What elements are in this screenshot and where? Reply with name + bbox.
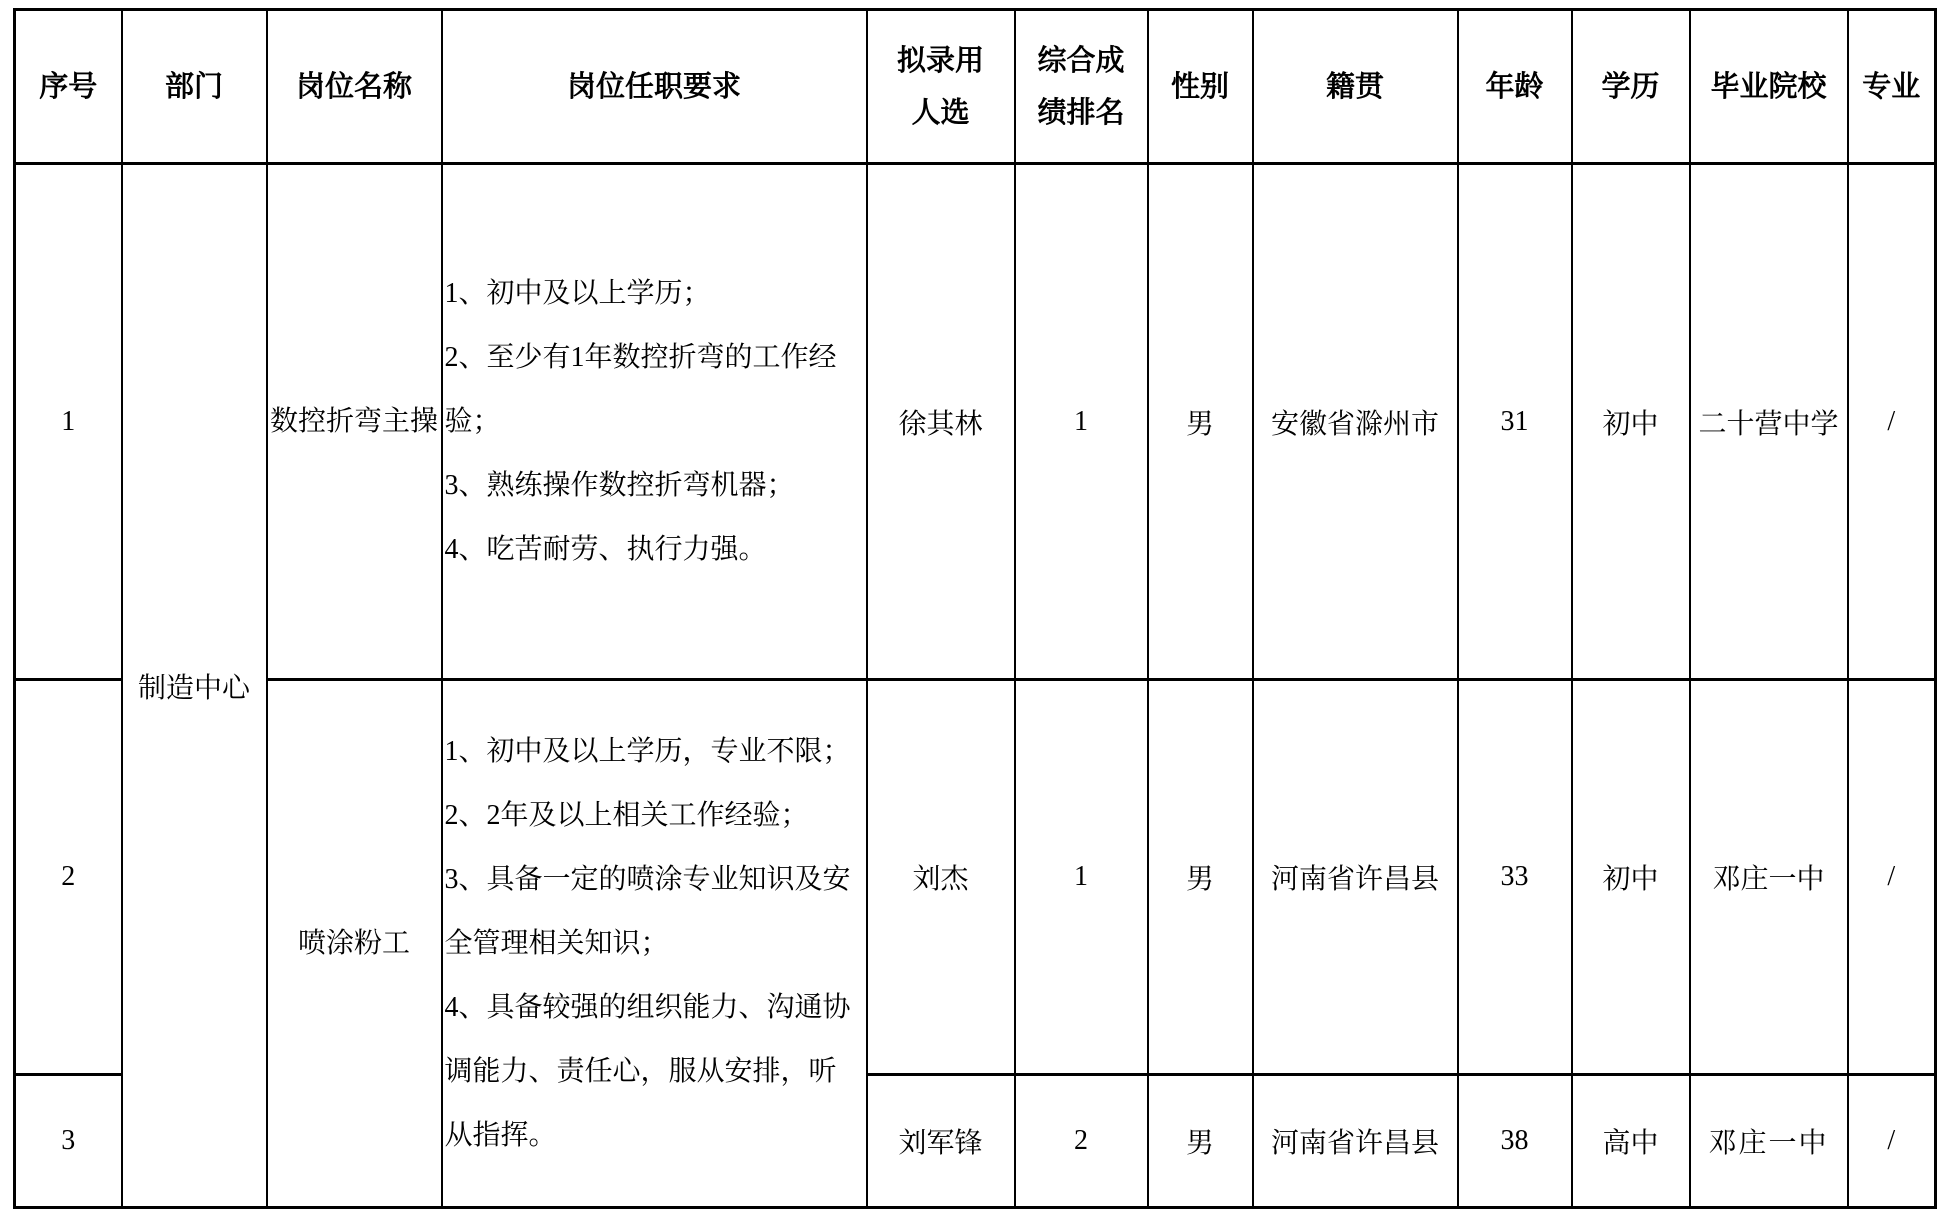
header-requirements: 岗位任职要求	[442, 10, 867, 164]
cell-school-3: 邓庄一中	[1690, 1075, 1848, 1208]
header-age: 年龄	[1458, 10, 1572, 164]
cell-gender-2: 男	[1148, 680, 1253, 1075]
cell-serial-3: 3	[15, 1075, 122, 1208]
header-position: 岗位名称	[267, 10, 442, 164]
requirement-item: 3、熟练操作数控折弯机器；	[444, 469, 795, 501]
cell-candidate-3: 刘军锋	[867, 1075, 1015, 1208]
cell-gender-3: 男	[1148, 1075, 1253, 1208]
cell-position-2: 喷涂粉工	[267, 680, 442, 1208]
cell-school-1: 二十营中学	[1690, 164, 1848, 680]
cell-requirements-1	[442, 164, 867, 680]
cell-rank-3: 2	[1015, 1075, 1148, 1208]
header-gender: 性别	[1148, 10, 1253, 164]
recruitment-roster-table	[13, 8, 1937, 1209]
header-rank-line2: 绩排名	[1037, 96, 1125, 129]
cell-native-place-1: 安徽省滁州市	[1253, 164, 1458, 680]
header-candidate	[867, 10, 1015, 164]
header-candidate-line1: 拟录用	[896, 44, 984, 77]
cell-candidate-2: 刘杰	[867, 680, 1015, 1075]
cell-age-2: 33	[1458, 680, 1572, 1075]
cell-rank-1: 1	[1015, 164, 1148, 680]
cell-education-3: 高中	[1572, 1075, 1690, 1208]
cell-major-1: /	[1848, 164, 1936, 680]
header-school: 毕业院校	[1690, 10, 1848, 164]
requirement-item: 3、具备一定的喷涂专业知识及安全管理相关知识；	[444, 863, 851, 959]
cell-age-3: 38	[1458, 1075, 1572, 1208]
header-rank	[1015, 10, 1148, 164]
cell-native-place-2: 河南省许昌县	[1253, 680, 1458, 1075]
requirement-item: 2、2年及以上相关工作经验；	[444, 799, 809, 831]
cell-school-2: 邓庄一中	[1690, 680, 1848, 1075]
header-serial: 序号	[15, 10, 122, 164]
cell-native-place-3: 河南省许昌县	[1253, 1075, 1458, 1208]
requirement-item: 1、初中及以上学历；	[444, 277, 711, 309]
cell-education-1: 初中	[1572, 164, 1690, 680]
header-candidate-line2: 人选	[911, 96, 970, 129]
header-education: 学历	[1572, 10, 1690, 164]
header-rank-line1: 综合成	[1037, 44, 1125, 77]
cell-major-2: /	[1848, 680, 1936, 1075]
table-row-2	[15, 680, 1936, 1075]
cell-position-1: 数控折弯主操	[267, 164, 442, 680]
requirement-item: 2、至少有1年数控折弯的工作经验；	[444, 341, 837, 437]
header-row	[15, 10, 1936, 164]
cell-rank-2: 1	[1015, 680, 1148, 1075]
cell-gender-1: 男	[1148, 164, 1253, 680]
cell-major-3: /	[1848, 1075, 1936, 1208]
cell-candidate-1: 徐其林	[867, 164, 1015, 680]
cell-requirements-2	[442, 680, 867, 1208]
requirement-item: 4、具备较强的组织能力、沟通协调能力、责任心，服从安排，听从指挥。	[444, 991, 851, 1151]
cell-department: 制造中心	[122, 164, 267, 1208]
cell-age-1: 31	[1458, 164, 1572, 680]
requirement-item: 1、初中及以上学历，专业不限；	[444, 735, 851, 767]
cell-serial-1: 1	[15, 164, 122, 680]
header-major: 专业	[1848, 10, 1936, 164]
requirement-item: 4、吃苦耐劳、执行力强。	[444, 533, 767, 565]
header-department: 部门	[122, 10, 267, 164]
table-row-1	[15, 164, 1936, 680]
header-native-place: 籍贯	[1253, 10, 1458, 164]
cell-serial-2: 2	[15, 680, 122, 1075]
cell-education-2: 初中	[1572, 680, 1690, 1075]
